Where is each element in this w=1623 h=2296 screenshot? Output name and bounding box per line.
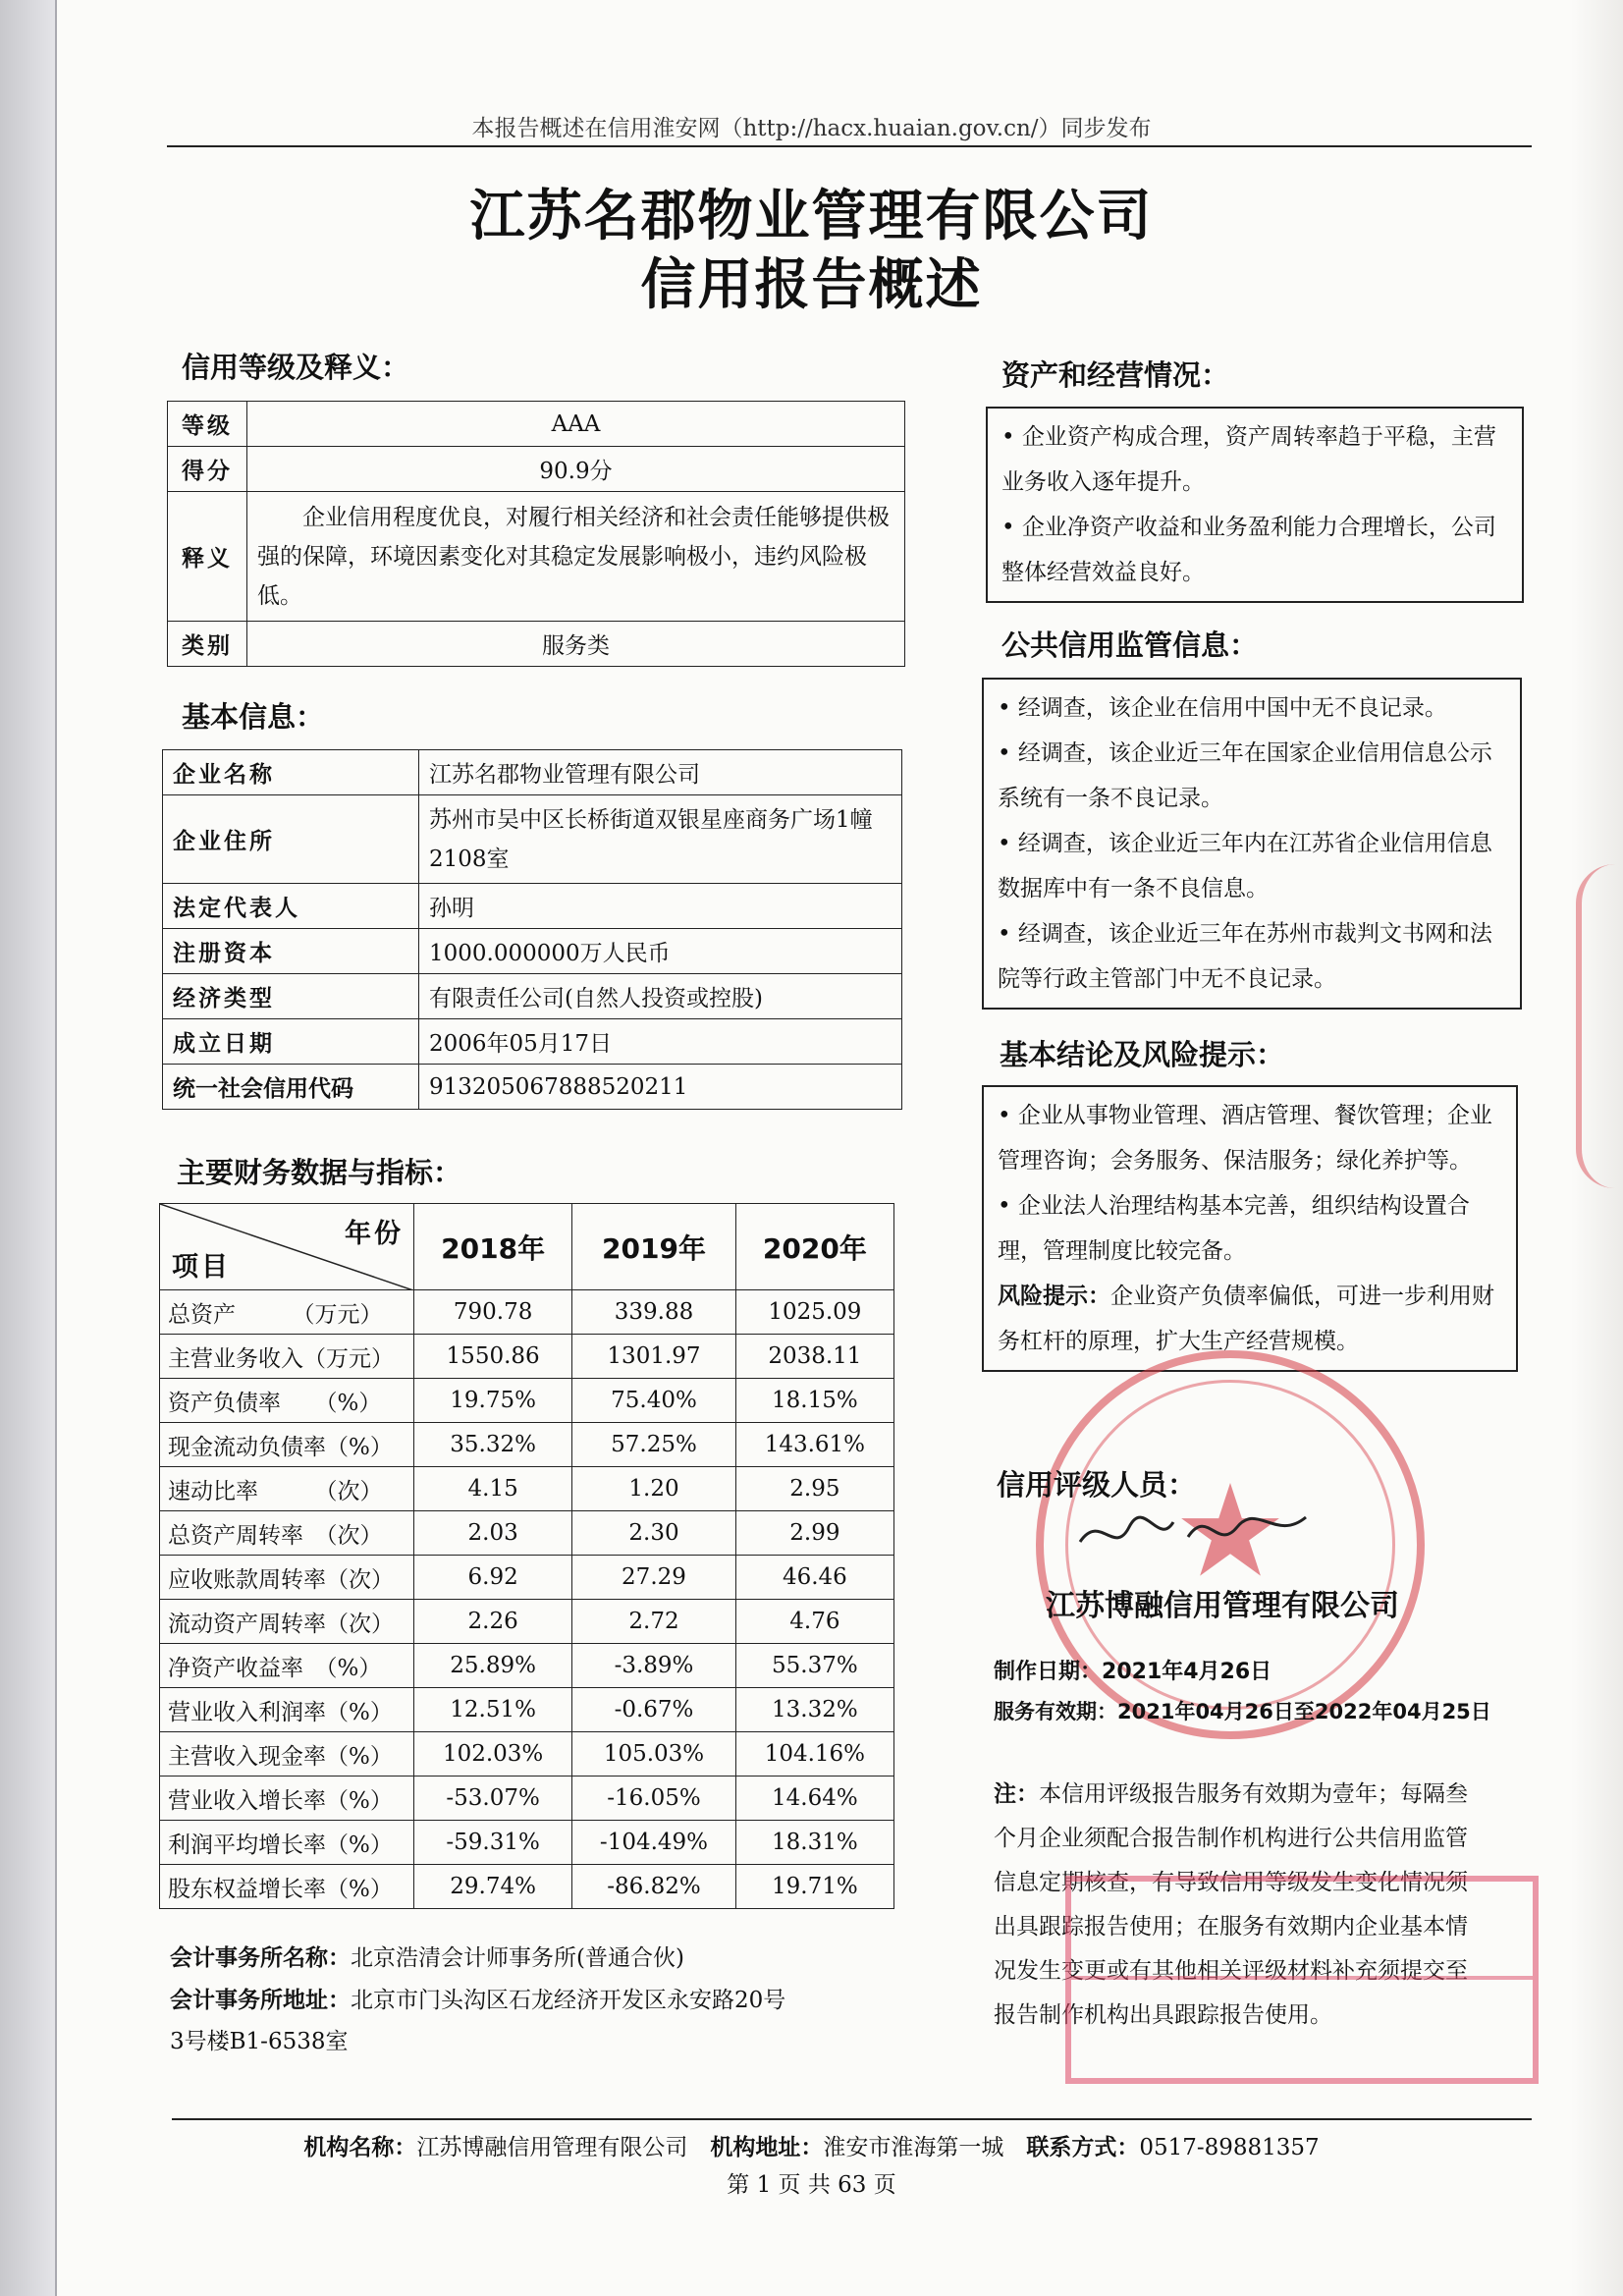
finance-value: -59.31% bbox=[414, 1821, 572, 1865]
credit-value: AAA bbox=[247, 402, 905, 447]
finance-row bbox=[160, 1511, 894, 1556]
credit-section-heading: 信用等级及释义： bbox=[182, 351, 410, 384]
finance-row bbox=[160, 1335, 894, 1379]
finance-value: 57.25% bbox=[572, 1423, 736, 1467]
assets-item: • 企业净资产收益和业务盈利能力合理增长，公司整体经营效益良好。 bbox=[1001, 515, 1496, 585]
finance-item-label: 股东权益增长率（%） bbox=[160, 1865, 414, 1909]
finance-item-label: 主营收入现金率（%） bbox=[160, 1732, 414, 1777]
finance-value: 2.26 bbox=[414, 1600, 572, 1644]
public-section-heading: 公共信用监管信息： bbox=[1001, 629, 1259, 662]
credit-row-category bbox=[168, 622, 905, 667]
basic-value: 913205067888520211 bbox=[419, 1065, 902, 1110]
credit-row-level bbox=[168, 402, 905, 447]
basic-value: 苏州市吴中区长桥街道双银星座商务广场1幢2108室 bbox=[419, 795, 902, 884]
finance-value: 25.89% bbox=[414, 1644, 572, 1688]
basic-value: 江苏名郡物业管理有限公司 bbox=[419, 750, 902, 795]
finance-row bbox=[160, 1423, 894, 1467]
rater-label: 信用评级人员： bbox=[997, 1468, 1197, 1502]
basic-value: 1000.000000万人民币 bbox=[419, 929, 902, 974]
finance-item-label: 速动比率 （次） bbox=[160, 1467, 414, 1511]
finance-value: 1301.97 bbox=[572, 1335, 736, 1379]
finance-item-label: 净资产收益率 （%） bbox=[160, 1644, 414, 1688]
conclusion-box bbox=[982, 1085, 1518, 1372]
service-validity: 服务有效期：2021年04月26日至2022年04月25日 bbox=[994, 1700, 1491, 1723]
credit-value: 企业信用程度优良，对履行相关经济和社会责任能够提供极强的保障，环境因素变化对其稳定发展影响极小，违约风险极低。 bbox=[247, 492, 905, 622]
basic-info-table bbox=[162, 749, 902, 1110]
finance-value: 143.61% bbox=[735, 1423, 893, 1467]
basic-section-heading: 基本信息： bbox=[182, 700, 325, 734]
finance-item-label: 主营业务收入（万元） bbox=[160, 1335, 414, 1379]
finance-rows bbox=[160, 1290, 894, 1909]
finance-value: 339.88 bbox=[572, 1290, 736, 1335]
basic-value: 孙明 bbox=[419, 884, 902, 929]
finance-item-label: 营业收入增长率（%） bbox=[160, 1777, 414, 1821]
finance-value: 13.32% bbox=[735, 1688, 893, 1732]
public-box bbox=[982, 678, 1522, 1010]
finance-table bbox=[159, 1203, 894, 1909]
finance-value: 104.16% bbox=[735, 1732, 893, 1777]
basic-label: 法定代表人 bbox=[163, 884, 419, 929]
basic-label: 注册资本 bbox=[163, 929, 419, 974]
credit-value: 服务类 bbox=[247, 622, 905, 667]
finance-value: 4.15 bbox=[414, 1467, 572, 1511]
footer-rule bbox=[172, 2118, 1532, 2120]
finance-value: 19.75% bbox=[414, 1379, 572, 1423]
finance-row bbox=[160, 1777, 894, 1821]
finance-value: 35.32% bbox=[414, 1423, 572, 1467]
finance-value: -0.67% bbox=[572, 1688, 736, 1732]
finance-row bbox=[160, 1379, 894, 1423]
footer-info: 机构名称：江苏博融信用管理有限公司 机构地址：淮安市淮海第一城 联系方式：0517-89881357 bbox=[303, 2135, 1320, 2160]
finance-value: 1.20 bbox=[572, 1467, 736, 1511]
filing-stamp bbox=[1065, 1876, 1539, 2084]
finance-value: 790.78 bbox=[414, 1290, 572, 1335]
finance-value: 19.71% bbox=[735, 1865, 893, 1909]
finance-value: 18.15% bbox=[735, 1379, 893, 1423]
finance-value: 6.92 bbox=[414, 1556, 572, 1600]
credit-label: 等级 bbox=[168, 402, 247, 447]
credit-row-meaning bbox=[168, 492, 905, 622]
assets-item: • 企业资产构成合理，资产周转率趋于平稳，主营业务收入逐年提升。 bbox=[1001, 424, 1496, 495]
basic-row bbox=[163, 929, 902, 974]
finance-corner-cell bbox=[160, 1204, 414, 1290]
basic-label: 统一社会信用代码 bbox=[163, 1065, 419, 1110]
validity-note: 注：本信用评级报告服务有效期为壹年；每隔叁个月企业须配合报告制作机构进行公共信用监管信息定期核查，有导致信用等级发生变化情况须出具跟踪报告使用；在服务有效期内企业基本情况发生变更或有其他相关评级材料补充须提交至报告制作机构出具跟踪报告使用。 bbox=[994, 1781, 1468, 2028]
basic-label: 企业住所 bbox=[163, 795, 419, 884]
finance-value: -16.05% bbox=[572, 1777, 736, 1821]
finance-value: 1550.86 bbox=[414, 1335, 572, 1379]
header-rule bbox=[167, 145, 1532, 147]
finance-value: 55.37% bbox=[735, 1644, 893, 1688]
company-round-seal: ★ bbox=[1036, 1350, 1425, 1739]
finance-value: 29.74% bbox=[414, 1865, 572, 1909]
finance-item-label: 现金流动负债率（%） bbox=[160, 1423, 414, 1467]
assets-box bbox=[986, 407, 1524, 603]
accounting-name-label: 会计事务所名称： bbox=[170, 1945, 351, 1971]
accounting-name: 北京浩清会计师事务所(普通合伙) bbox=[351, 1945, 684, 1971]
finance-section-heading: 主要财务数据与指标： bbox=[177, 1156, 462, 1189]
rater-signature bbox=[1070, 1503, 1325, 1561]
finance-value: 2.99 bbox=[735, 1511, 893, 1556]
header-note: 本报告概述在信用淮安网（http://hacx.huaian.gov.cn/）同步发布 bbox=[471, 116, 1152, 141]
conclusion-section-heading: 基本结论及风险提示： bbox=[1000, 1038, 1285, 1071]
finance-row bbox=[160, 1821, 894, 1865]
corner-item-label: 项目 bbox=[172, 1252, 231, 1283]
basic-row bbox=[163, 884, 902, 929]
accounting-addr: 北京市门头沟区石龙经济开发区永安路20号 bbox=[351, 1988, 786, 2013]
finance-item-label: 总资产周转率 （次） bbox=[160, 1511, 414, 1556]
page-binding-edge bbox=[0, 0, 57, 2296]
accounting-addr-label: 会计事务所地址： bbox=[170, 1988, 351, 2013]
credit-label: 释义 bbox=[168, 492, 247, 622]
finance-item-label: 流动资产周转率（次） bbox=[160, 1600, 414, 1644]
public-item: • 经调查，该企业在信用中国中无不良记录。 bbox=[998, 695, 1447, 721]
basic-row bbox=[163, 750, 902, 795]
finance-value: 2.30 bbox=[572, 1511, 736, 1556]
production-date: 制作日期：2021年4月26日 bbox=[994, 1660, 1272, 1684]
year-header: 2018年 bbox=[414, 1204, 572, 1290]
credit-row-score bbox=[168, 447, 905, 492]
credit-label: 类别 bbox=[168, 622, 247, 667]
finance-item-label: 应收账款周转率（次） bbox=[160, 1556, 414, 1600]
accounting-name-line bbox=[170, 1940, 684, 1972]
finance-item-label: 营业收入利润率（%） bbox=[160, 1688, 414, 1732]
finance-row bbox=[160, 1865, 894, 1909]
finance-row bbox=[160, 1644, 894, 1688]
basic-value: 有限责任公司(自然人投资或控股) bbox=[419, 974, 902, 1019]
public-item: • 经调查，该企业近三年在苏州市裁判文书网和法院等行政主管部门中无不良记录。 bbox=[998, 921, 1492, 992]
finance-value: 27.29 bbox=[572, 1556, 736, 1600]
finance-value: 14.64% bbox=[735, 1777, 893, 1821]
finance-item-label: 资产负债率 （%） bbox=[160, 1379, 414, 1423]
rater-org: 江苏博融信用管理有限公司 bbox=[1046, 1589, 1399, 1623]
conclusion-item: • 企业法人治理结构基本完善，组织结构设置合理，管理制度比较完备。 bbox=[998, 1193, 1470, 1264]
page-number: 第 1 页 共 63 页 bbox=[727, 2172, 896, 2198]
finance-row bbox=[160, 1688, 894, 1732]
basic-label: 企业名称 bbox=[163, 750, 419, 795]
finance-row bbox=[160, 1556, 894, 1600]
finance-value: 46.46 bbox=[735, 1556, 893, 1600]
credit-label: 得分 bbox=[168, 447, 247, 492]
finance-row bbox=[160, 1290, 894, 1335]
risk-note: 风险提示：企业资产负债率偏低，可进一步利用财务杠杆的原理，扩大生产经营规模。 bbox=[998, 1284, 1494, 1354]
finance-value: 12.51% bbox=[414, 1688, 572, 1732]
finance-value: 2.03 bbox=[414, 1511, 572, 1556]
basic-label: 经济类型 bbox=[163, 974, 419, 1019]
finance-value: -53.07% bbox=[414, 1777, 572, 1821]
finance-value: 102.03% bbox=[414, 1732, 572, 1777]
finance-item-label: 利润平均增长率（%） bbox=[160, 1821, 414, 1865]
assets-section-heading: 资产和经营情况： bbox=[1001, 358, 1230, 392]
basic-value: 2006年05月17日 bbox=[419, 1019, 902, 1065]
accounting-addr-line2: 3号楼B1-6538室 bbox=[170, 2029, 349, 2054]
finance-value: 1025.09 bbox=[735, 1290, 893, 1335]
basic-row bbox=[163, 1019, 902, 1065]
year-header: 2020年 bbox=[735, 1204, 893, 1290]
edge-seal-fragment bbox=[1576, 864, 1623, 1188]
basic-label: 成立日期 bbox=[163, 1019, 419, 1065]
credit-table bbox=[167, 401, 905, 667]
basic-row bbox=[163, 795, 902, 884]
finance-value: 18.31% bbox=[735, 1821, 893, 1865]
public-item: • 经调查，该企业近三年内在江苏省企业信用信息数据库中有一条不良信息。 bbox=[998, 831, 1492, 902]
finance-value: -86.82% bbox=[572, 1865, 736, 1909]
finance-header-row bbox=[160, 1204, 894, 1290]
basic-row bbox=[163, 974, 902, 1019]
finance-row bbox=[160, 1600, 894, 1644]
year-header: 2019年 bbox=[572, 1204, 736, 1290]
finance-value: 2038.11 bbox=[735, 1335, 893, 1379]
report-title-subtitle: 信用报告概述 bbox=[640, 253, 983, 317]
corner-year-label: 年份 bbox=[345, 1219, 404, 1249]
finance-value: 75.40% bbox=[572, 1379, 736, 1423]
finance-value: -3.89% bbox=[572, 1644, 736, 1688]
report-title-company: 江苏名郡物业管理有限公司 bbox=[469, 185, 1154, 248]
finance-item-label: 总资产 （万元） bbox=[160, 1290, 414, 1335]
finance-value: 105.03% bbox=[572, 1732, 736, 1777]
basic-row bbox=[163, 1065, 902, 1110]
credit-value: 90.9分 bbox=[247, 447, 905, 492]
finance-value: -104.49% bbox=[572, 1821, 736, 1865]
accounting-addr-line bbox=[170, 1982, 785, 2014]
conclusion-item: • 企业从事物业管理、酒店管理、餐饮管理；企业管理咨询；会务服务、保洁服务；绿化养护等。 bbox=[998, 1103, 1492, 1174]
public-item: • 经调查，该企业近三年在国家企业信用信息公示系统有一条不良记录。 bbox=[998, 740, 1492, 811]
finance-value: 2.72 bbox=[572, 1600, 736, 1644]
finance-row bbox=[160, 1467, 894, 1511]
finance-value: 4.76 bbox=[735, 1600, 893, 1644]
finance-row bbox=[160, 1732, 894, 1777]
finance-value: 2.95 bbox=[735, 1467, 893, 1511]
